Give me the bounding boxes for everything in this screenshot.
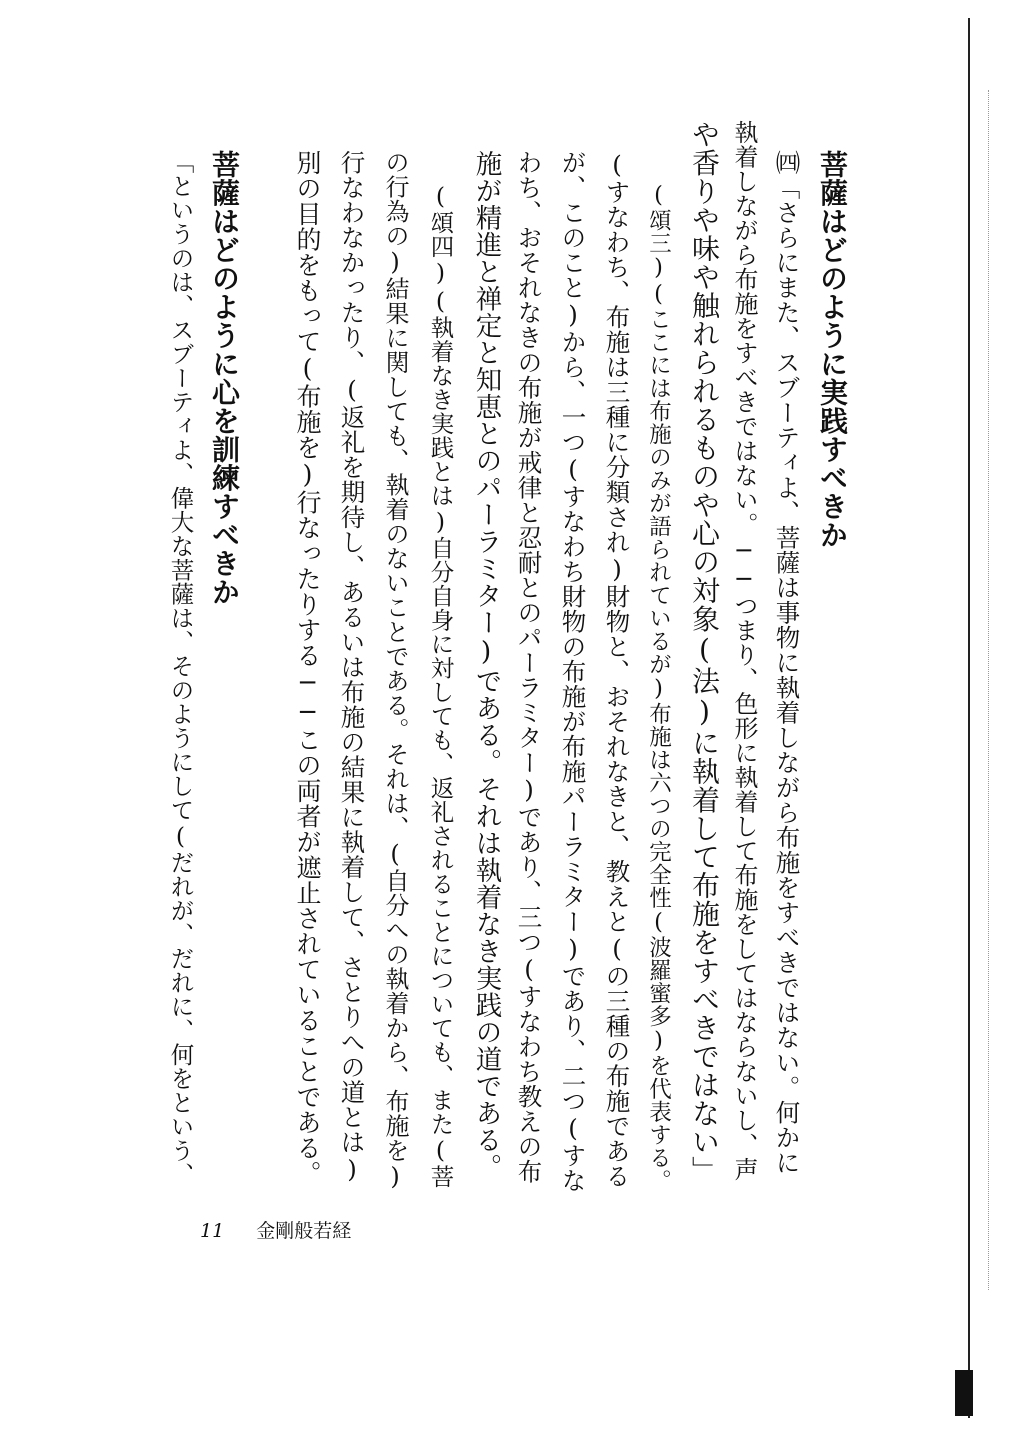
text-column-10: の行為の)結果に関しても、執着のないことである。それは、(自分への執着から、布施を): [381, 150, 409, 1191]
text-column-3: や香りや味や触れられるものや心の対象(法)に執着して布施をすべきではない」: [688, 120, 721, 1185]
text-column-2: 執着しながら布施をすべきではない。──つまり、色形に執着して布施をしてはならないし、声: [730, 120, 758, 1182]
text-column-11: 行なわなかったり、(返礼を期待し、あるいは布施の結果に執着して、さとりへの道とは): [337, 150, 367, 1184]
book-title: 金剛般若経: [256, 1220, 352, 1242]
binding-dotted-line: [988, 90, 990, 1290]
section-heading-practice: 菩薩はどのように実践すべきか: [816, 150, 849, 549]
page-footer: [200, 1216, 351, 1243]
text-column-4: (頌三)(ここには布施のみが語られているが)布施は六つの完全性(波羅蜜多)を代表する。: [645, 182, 672, 1192]
page-number: 11: [200, 1220, 225, 1242]
text-column-5: (すなわち、布施は三種に分類され)財物と、おそれなきと、教えと(の三種の布施である: [602, 150, 632, 1189]
binding-edge-line: [968, 18, 970, 1418]
text-column-13: 「というのは、スブーティよ、偉大な菩薩は、そのようにして(だれが、だれに、何をという、: [166, 150, 195, 1187]
text-column-6: が、このこと)から、一つ(すなわち財物の布施が布施パーラミター)であり、二つ(すな: [558, 150, 588, 1193]
text-column-12: 別の目的をもって(布施を)行なったりする──この両者が遮止されていることである。: [293, 150, 322, 1186]
section-heading-training: 菩薩はどのように心を訓練すべきか: [208, 150, 241, 606]
text-column-1: ㈣「さらにまた、スブーティよ、菩薩は事物に執着しながら布施をすべきではない。何かに: [772, 150, 802, 1175]
text-column-8: 施が精進と禅定と知恵とのパーラミター)である。それは執着なき実践の道である。: [470, 150, 502, 1181]
scan-artifact-mark: [955, 1370, 973, 1416]
text-column-9: (頌四)(執着なき実践とは)自分自身に対しても、返礼されることについても、また(菩: [426, 182, 455, 1189]
text-column-7: わち、おそれなきの布施が戒律と忍耐とのパーラミター)であり、三つ(すなわち教えの布: [514, 150, 544, 1184]
